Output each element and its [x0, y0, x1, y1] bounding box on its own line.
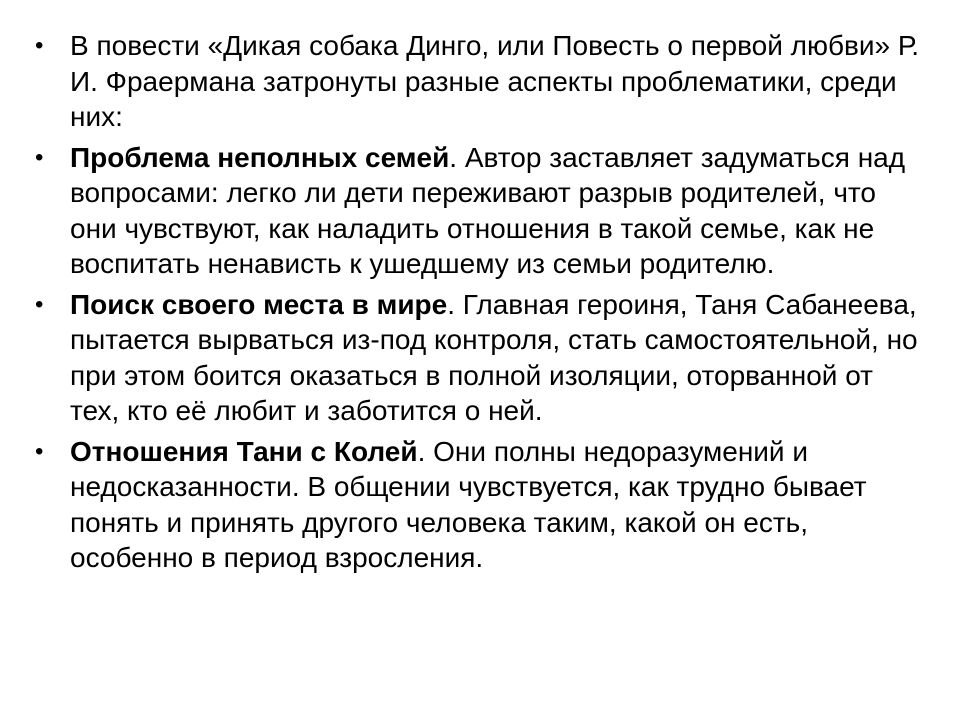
bullet-heading: Поиск своего места в мире	[70, 288, 448, 320]
bullet-text: . Они полны недоразумений и недосказанности. В общении чувствуется, как трудно бывает понять и принять другого человека таким, какой он есть, особенно в период взросления.	[70, 435, 867, 573]
bullet-item-tanya-kolya	[35, 434, 925, 576]
bullet-point-icon: •	[35, 290, 44, 318]
bullet-point-icon: •	[35, 32, 44, 59]
bullet-text: В повести «Дикая собака Динго, или Повесть о первой любви» Р. И. Фраермана затронуты разные аспекты проблематики, среди них:	[70, 30, 920, 132]
bullet-list	[35, 28, 925, 581]
bullet-heading: Отношения Тани с Колей	[70, 435, 418, 467]
bullet-text: . Главная героиня, Таня Сабанеева, пытается вырваться из-под контроля, стать самостоятельной, но при этом боится оказаться в полной изоляции, оторванной от тех, кто её любит и заботится о ней.	[70, 288, 918, 426]
bullet-heading: Проблема неполных семей	[70, 141, 450, 173]
bullet-text: . Автор заставляет задуматься над вопросами: легко ли дети переживают разрыв родителей, что они чувствуют, как наладить отношения в такой семье, как не воспитать ненависть к ушедшему из семьи родителю.	[70, 141, 906, 279]
bullet-item-incomplete-families	[35, 140, 925, 282]
bullet-item-intro	[35, 28, 925, 135]
bullet-item-place-in-world	[35, 287, 925, 429]
bullet-point-icon: •	[35, 143, 44, 171]
bullet-point-icon: •	[35, 437, 44, 465]
